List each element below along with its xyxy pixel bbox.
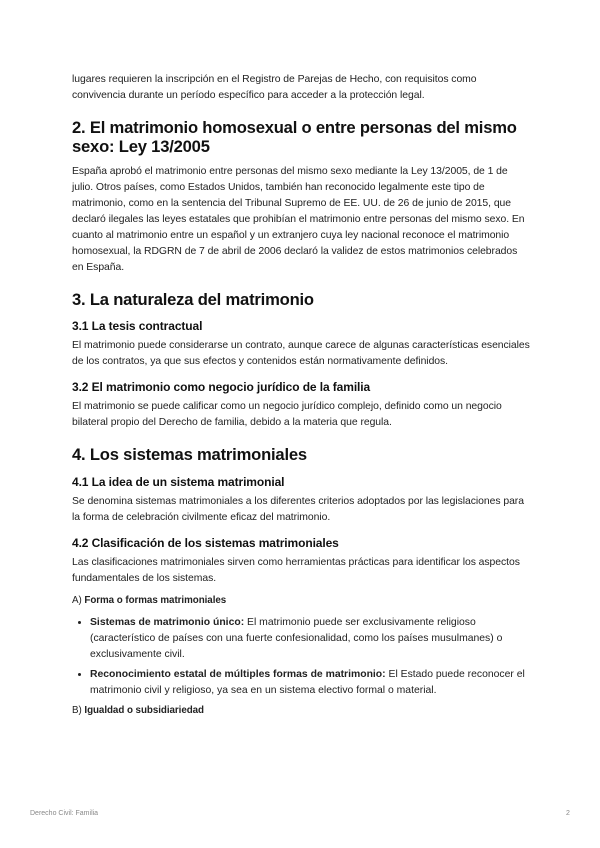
subheading-a-prefix: A) <box>72 595 82 606</box>
section-3-1-heading: 3.1 La tesis contractual <box>72 319 203 333</box>
section-3-1-body: El matrimonio puede considerarse un contrato, aunque carece de algunas características esenciales de los contratos, ya que sus efectos y contenidos están normativamente definidos. <box>72 340 530 367</box>
bullet-text: El matrimonio puede ser exclusivamente religioso (característico de países con una fuerte confesionalidad, como los países musulmanes) o exclusivamente civil. <box>90 617 503 660</box>
list-item <box>90 615 530 663</box>
section-3-2-body: El matrimonio se puede calificar como un negocio jurídico complejo, definido como un negocio bilateral propio del Derecho de familia, debido a la materia que regula. <box>72 401 502 428</box>
bullet-term: Sistemas de matrimonio único: <box>90 617 245 628</box>
intro-paragraph: lugares requieren la inscripción en el Registro de Parejas de Hecho, con requisitos como convivencia durante un período específico para acceder a la protección legal. <box>72 74 477 101</box>
section-3-heading: 3. La naturaleza del matrimonio <box>72 290 314 309</box>
section-4-heading: 4. Los sistemas matrimoniales <box>72 445 307 464</box>
list-item <box>90 667 530 699</box>
section-3-2-heading: 3.2 El matrimonio como negocio jurídico de la familia <box>72 380 371 394</box>
bullet-text: El Estado puede reconocer el matrimonio civil y religioso, ya sea en un sistema electivo formal o material. <box>90 669 525 696</box>
section-2-heading: 2. El matrimonio homosexual o entre personas del mismo sexo: Ley 13/2005 <box>72 118 517 156</box>
section-2-body: España aprobó el matrimonio entre personas del mismo sexo mediante la Ley 13/2005, de 1 de julio. Otros países, como Estados Unidos, también han reconocido legalmente este tipo de matrimonio, como en la sentencia del Tribunal Supremo de EE. UU. de 26 de junio de 2015, que declaró ilegales las leyes estatales que prohibían el matrimonio entre personas del mismo sexo. En cuanto al matrimonio entre un español y un extranjero cuya ley nacional reconoce el matrimonio homosexual, la RDGRN de 7 de abril de 2006 declaró la validez de estos matrimonios celebrados en España. <box>72 166 525 273</box>
forms-bullet-list <box>72 615 530 699</box>
subheading-b-label: Igualdad o subsidiariedad <box>84 705 204 716</box>
subheading-b-prefix: B) <box>72 705 82 716</box>
section-4-1-body: Se denomina sistemas matrimoniales a los diferentes criterios adoptados por las legislaciones para la forma de celebración civilmente eficaz del matrimonio. <box>72 496 524 523</box>
subheading-a <box>72 593 530 609</box>
section-4-2-heading: 4.2 Clasificación de los sistemas matrimoniales <box>72 536 339 550</box>
subheading-b <box>72 703 530 719</box>
subheading-a-label: Forma o formas matrimoniales <box>84 595 227 606</box>
page-number: 2 <box>566 810 570 817</box>
footer-title: Derecho Civil: Familia <box>30 810 99 817</box>
document-page <box>72 72 530 719</box>
section-4-1-heading: 4.1 La idea de un sistema matrimonial <box>72 475 285 489</box>
section-4-2-body: Las clasificaciones matrimoniales sirven como herramientas prácticas para identificar los aspectos fundamentales de los sistemas. <box>72 557 520 584</box>
bullet-term: Reconocimiento estatal de múltiples formas de matrimonio: <box>90 669 386 680</box>
